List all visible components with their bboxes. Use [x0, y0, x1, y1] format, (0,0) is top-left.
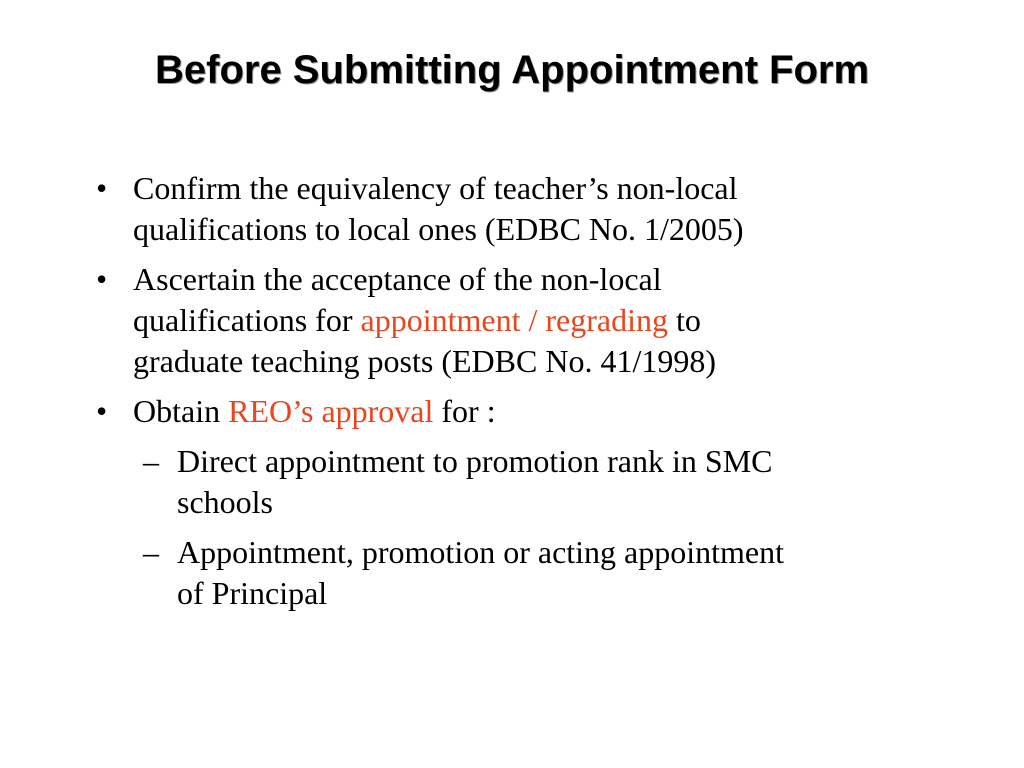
bullet-line	[133, 391, 996, 432]
bullet-marker: •	[96, 261, 108, 297]
bullet-text: to	[667, 302, 701, 338]
dash-marker: –	[143, 534, 159, 570]
bullet-marker: •	[96, 170, 108, 206]
sub-item-principal-appointment	[96, 532, 996, 614]
sub-item-line: Appointment, promotion or acting appointment	[177, 534, 785, 570]
slide-title: Before Submitting Appointment Form	[154, 48, 870, 92]
dash-marker: –	[143, 443, 159, 479]
bullet-item-reo-approval	[96, 391, 996, 432]
bullet-text: qualifications for	[133, 302, 361, 338]
bullet-marker: •	[96, 393, 108, 429]
sub-item-direct-appointment	[96, 441, 996, 523]
slide-body	[96, 168, 996, 623]
highlighted-text: REO’s approval	[228, 393, 434, 429]
sub-item-line: Direct appointment to promotion rank in SMC	[177, 443, 773, 479]
sub-item-line: of Principal	[177, 575, 328, 611]
bullet-line: Ascertain the acceptance of the non-local	[133, 261, 662, 297]
highlighted-text: appointment / regrading	[360, 302, 668, 338]
sub-item-line: schools	[177, 484, 273, 520]
bullet-item-acceptance	[96, 259, 996, 382]
bullet-line: Confirm the equivalency of teacher’s non-local	[133, 170, 738, 206]
bullet-text: Obtain	[133, 393, 229, 429]
bullet-line: graduate teaching posts (EDBC No. 41/1998)	[133, 343, 716, 379]
bullet-text: for :	[433, 393, 496, 429]
bullet-line	[133, 300, 996, 341]
bullet-line: qualifications to local ones (EDBC No. 1/2005)	[133, 211, 744, 247]
bullet-item-equivalency	[96, 168, 996, 250]
